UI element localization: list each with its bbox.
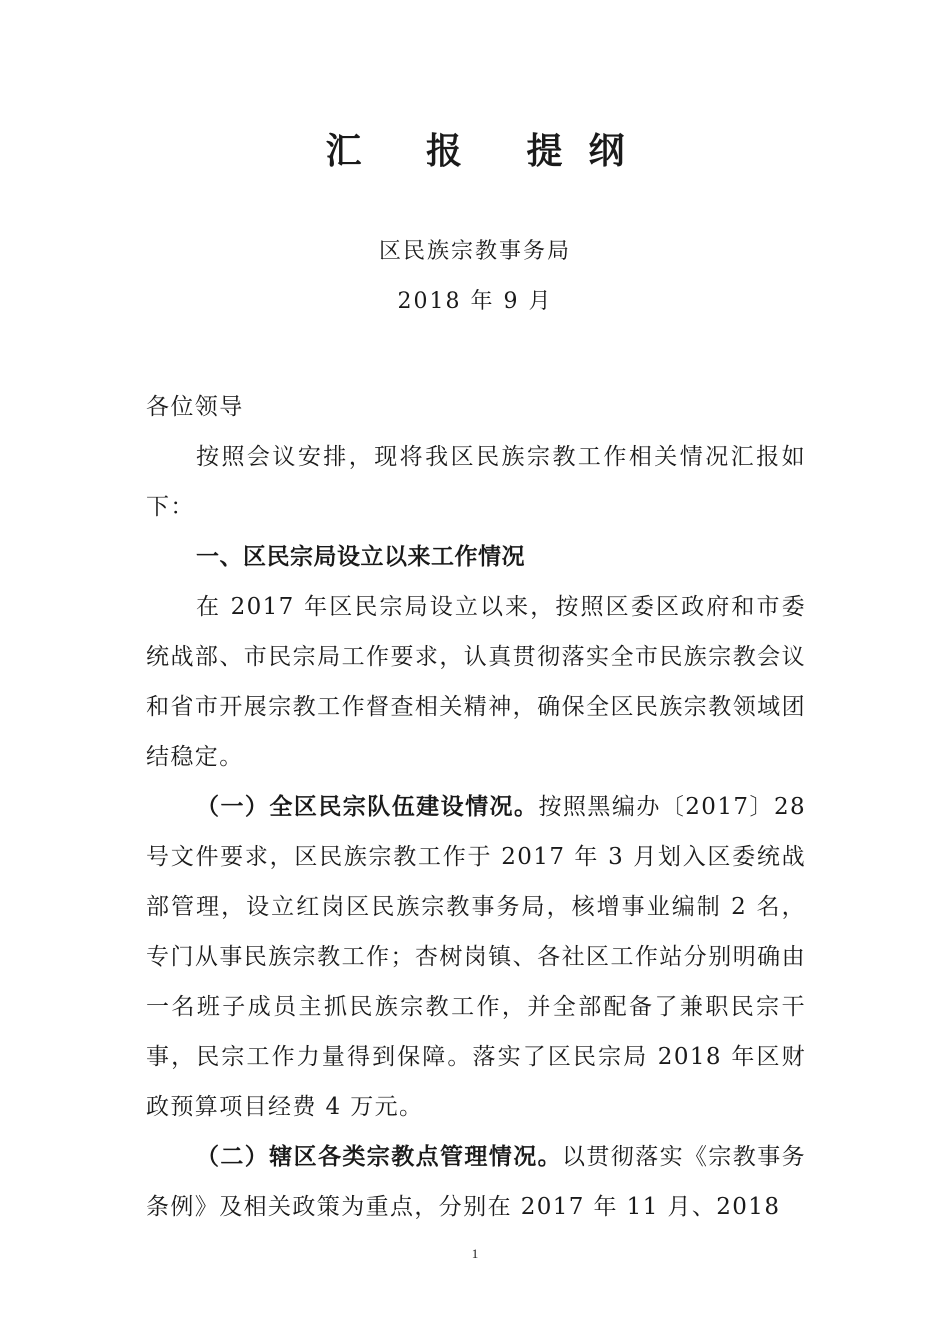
section-heading-1: 一、区民宗局设立以来工作情况 — [196, 544, 525, 570]
page-number: 1 — [471, 1246, 479, 1261]
intro-paragraph: 按照会议安排，现将我区民族宗教工作相关情况汇报如下： — [146, 444, 806, 520]
subsection-2-paragraph — [146, 1132, 806, 1232]
document-body — [146, 382, 806, 1232]
issuing-organization: 区民族宗教事务局 — [378, 239, 571, 264]
subsection-1-heading: （一）全区民宗队伍建设情况。 — [196, 794, 539, 820]
document-date: 2018 年 9 月 — [397, 289, 553, 314]
subsection-1-paragraph — [146, 782, 806, 1132]
salutation: 各位领导 — [146, 394, 244, 420]
subsection-1-text: 按照黑编办〔2017〕28 号文件要求，区民族宗教工作于 2017 年 3 月划入区委统战部管理，设立红岗区民族宗教事务局，核增事业编制 2 名，专门从事民族宗教工作；杏树岗镇、各社区工作站分别明确由一名班子成员主抓民族宗教工作，并全部配备了兼职民宗干事，民宗工作力量得到保障。落实了区民宗局 2018 年区财政预算项目经费 4 万元。 — [146, 794, 807, 1120]
subsection-2-text: 以贯彻落实《宗教事务条例》及相关政策为重点，分别在 2017 年 11 月、2018 — [146, 1144, 806, 1220]
document-title: 汇 报 提纲 — [325, 131, 651, 172]
section-1-paragraph: 在 2017 年区民宗局设立以来，按照区委区政府和市委统战部、市民宗局工作要求，认真贯彻落实全市民族宗教会议和省市开展宗教工作督查相关精神，确保全区民族宗教领域团结稳定。 — [146, 594, 806, 770]
subsection-2-heading: （二）辖区各类宗教点管理情况。 — [196, 1144, 562, 1170]
